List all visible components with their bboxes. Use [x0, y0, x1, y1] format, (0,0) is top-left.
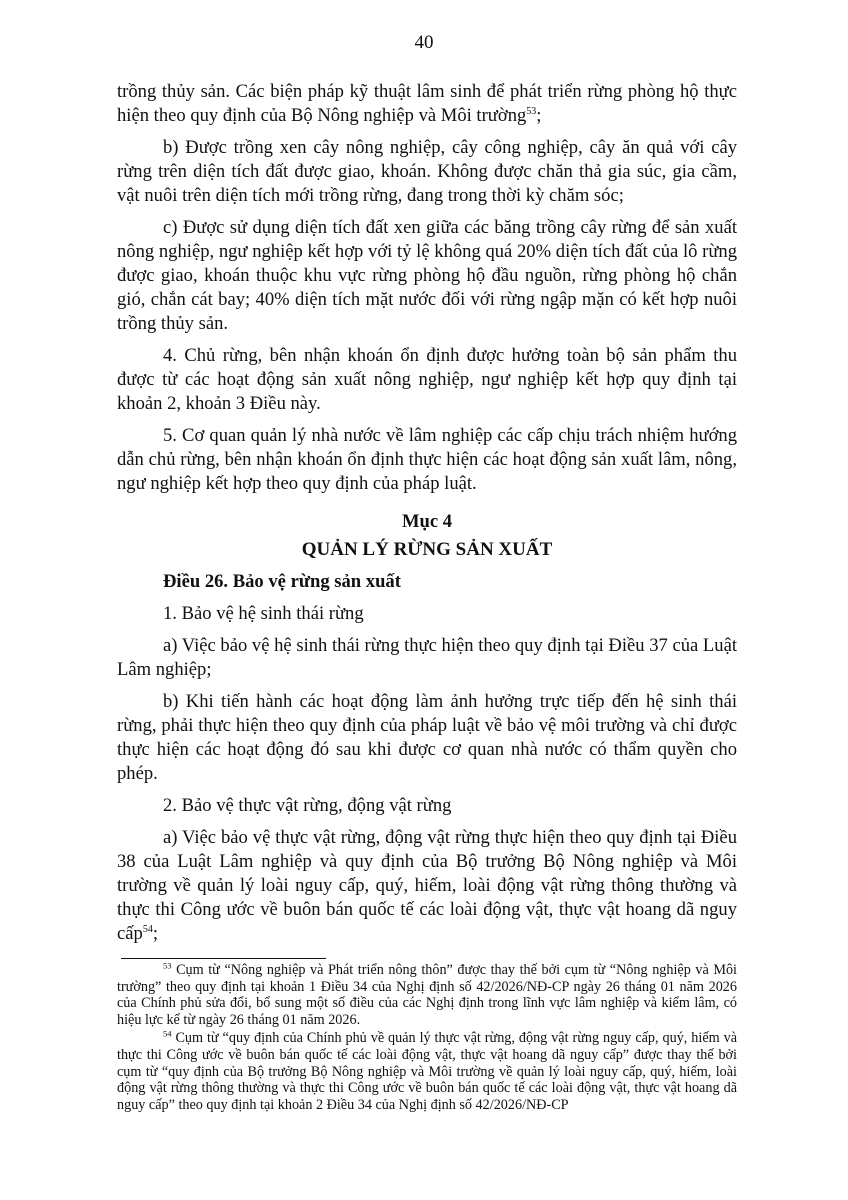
paragraph-point-b: b) Được trồng xen cây nông nghiệp, cây công nghiệp, cây ăn quả với cây rừng trên diện tích đất được giao, khoán. Không được chăn thả gia súc, gia cầm, vật nuôi trên diện tích mới trồng rừng, đang trong thời kỳ chăm sóc; — [117, 137, 737, 206]
footnote-number: 53 — [163, 960, 172, 971]
clause-2-point-a — [117, 826, 737, 946]
footnote-54 — [117, 1030, 737, 1113]
paragraph-clause-5: 5. Cơ quan quản lý nhà nước về lâm nghiệp các cấp chịu trách nhiệm hướng dẫn chủ rừng, bên nhận khoán ổn định thực hiện các hoạt động sản xuất lâm, nông, ngư nghiệp kết hợp theo quy định của pháp luật. — [117, 425, 737, 494]
page-number: 40 — [414, 32, 434, 53]
footnote-text: Cụm từ “quy định của Chính phủ về quản lý thực vật rừng, động vật rừng nguy cấp, quý, hiếm và thực thi Công ước về buôn bán quốc tế các loài động vật, thực vật hoang dã nguy cấp” được thay thế bởi cụm từ “quy định của Bộ trưởng Bộ Nông nghiệp và Môi trường về quản lý loài nguy cấp, quý, hiếm, loài động vật rừng thông thường và thực thi Công ước về buôn bán quốc tế các loài động vật, thực vật hoang dã nguy cấp” theo quy định tại khoản 2 Điều 34 của Nghị định số 42/2026/NĐ-CP — [117, 1030, 737, 1113]
section-title: QUẢN LÝ RỪNG SẢN XUẤT — [301, 539, 553, 560]
paragraph-text: a) Việc bảo vệ thực vật rừng, động vật rừng thực hiện theo quy định tại Điều 38 của Luật Lâm nghiệp và quy định của Bộ trưởng Bộ Nông nghiệp và Môi trường về quản lý loài nguy cấp, quý, hiếm, loài động vật rừng thông thường và thực thi Công ước về buôn bán quốc tế các loài động vật, thực vật hoang dã nguy cấp — [117, 827, 737, 944]
paragraph-clause-4: 4. Chủ rừng, bên nhận khoán ổn định được hưởng toàn bộ sản phẩm thu được từ các hoạt động sản xuất nông nghiệp, ngư nghiệp kết hợp quy định tại khoản 2, khoản 3 Điều này. — [117, 345, 737, 414]
paragraph-tail: ; — [536, 105, 542, 126]
clause-1-point-a: a) Việc bảo vệ hệ sinh thái rừng thực hiện theo quy định tại Điều 37 của Luật Lâm nghiệp; — [117, 635, 737, 680]
footnote-ref-53[interactable]: 53 — [526, 105, 537, 117]
paragraph-continuation — [117, 80, 737, 128]
footnote-number: 54 — [163, 1028, 172, 1039]
footnote-ref-54[interactable]: 54 — [142, 923, 153, 935]
paragraph-text: trồng thủy sản. Các biện pháp kỹ thuật lâm sinh để phát triển rừng phòng hộ thực hiện theo quy định của Bộ Nông nghiệp và Môi trường — [117, 81, 737, 126]
clause-1-point-b: b) Khi tiến hành các hoạt động làm ảnh hưởng trực tiếp đến hệ sinh thái rừng, phải thực hiện theo quy định của pháp luật về bảo vệ môi trường và chỉ được thực hiện các hoạt động đó sau khi được cơ quan nhà nước có thẩm quyền cho phép. — [117, 691, 737, 784]
footnote-text: Cụm từ “Nông nghiệp và Phát triển nông thôn” được thay thế bởi cụm từ “Nông nghiệp và Môi trường” theo quy định tại khoản 1 Điều 34 của Nghị định số 42/2026/NĐ-CP ngày 26 tháng 01 năm 2026 của Chính phủ sửa đổi, bổ sung một số điều của các Nghị định trong lĩnh vực lâm nghiệp và kiểm lâm, có hiệu lực kể từ ngày 26 tháng 01 năm 2026. — [117, 962, 737, 1028]
footnote-separator — [121, 958, 326, 959]
clause-1-heading: 1. Bảo vệ hệ sinh thái rừng — [163, 603, 364, 624]
section-label: Mục 4 — [401, 511, 453, 532]
footnote-53 — [117, 962, 737, 1028]
article-title: Điều 26. Bảo vệ rừng sản xuất — [163, 571, 401, 592]
document-body — [117, 80, 737, 954]
paragraph-tail: ; — [152, 923, 158, 944]
footnotes — [117, 962, 737, 1115]
paragraph-point-c: c) Được sử dụng diện tích đất xen giữa các băng trồng cây rừng để sản xuất nông nghiệp, ngư nghiệp kết hợp với tỷ lệ không quá 20% diện tích đất của lô rừng được giao, khoán thuộc khu vực rừng phòng hộ đầu nguồn, rừng phòng hộ chắn gió, chắn cát bay; 40% diện tích mặt nước đối với rừng ngập mặn có kết hợp nuôi trồng thủy sản. — [117, 217, 737, 334]
clause-2-heading: 2. Bảo vệ thực vật rừng, động vật rừng — [163, 795, 452, 816]
